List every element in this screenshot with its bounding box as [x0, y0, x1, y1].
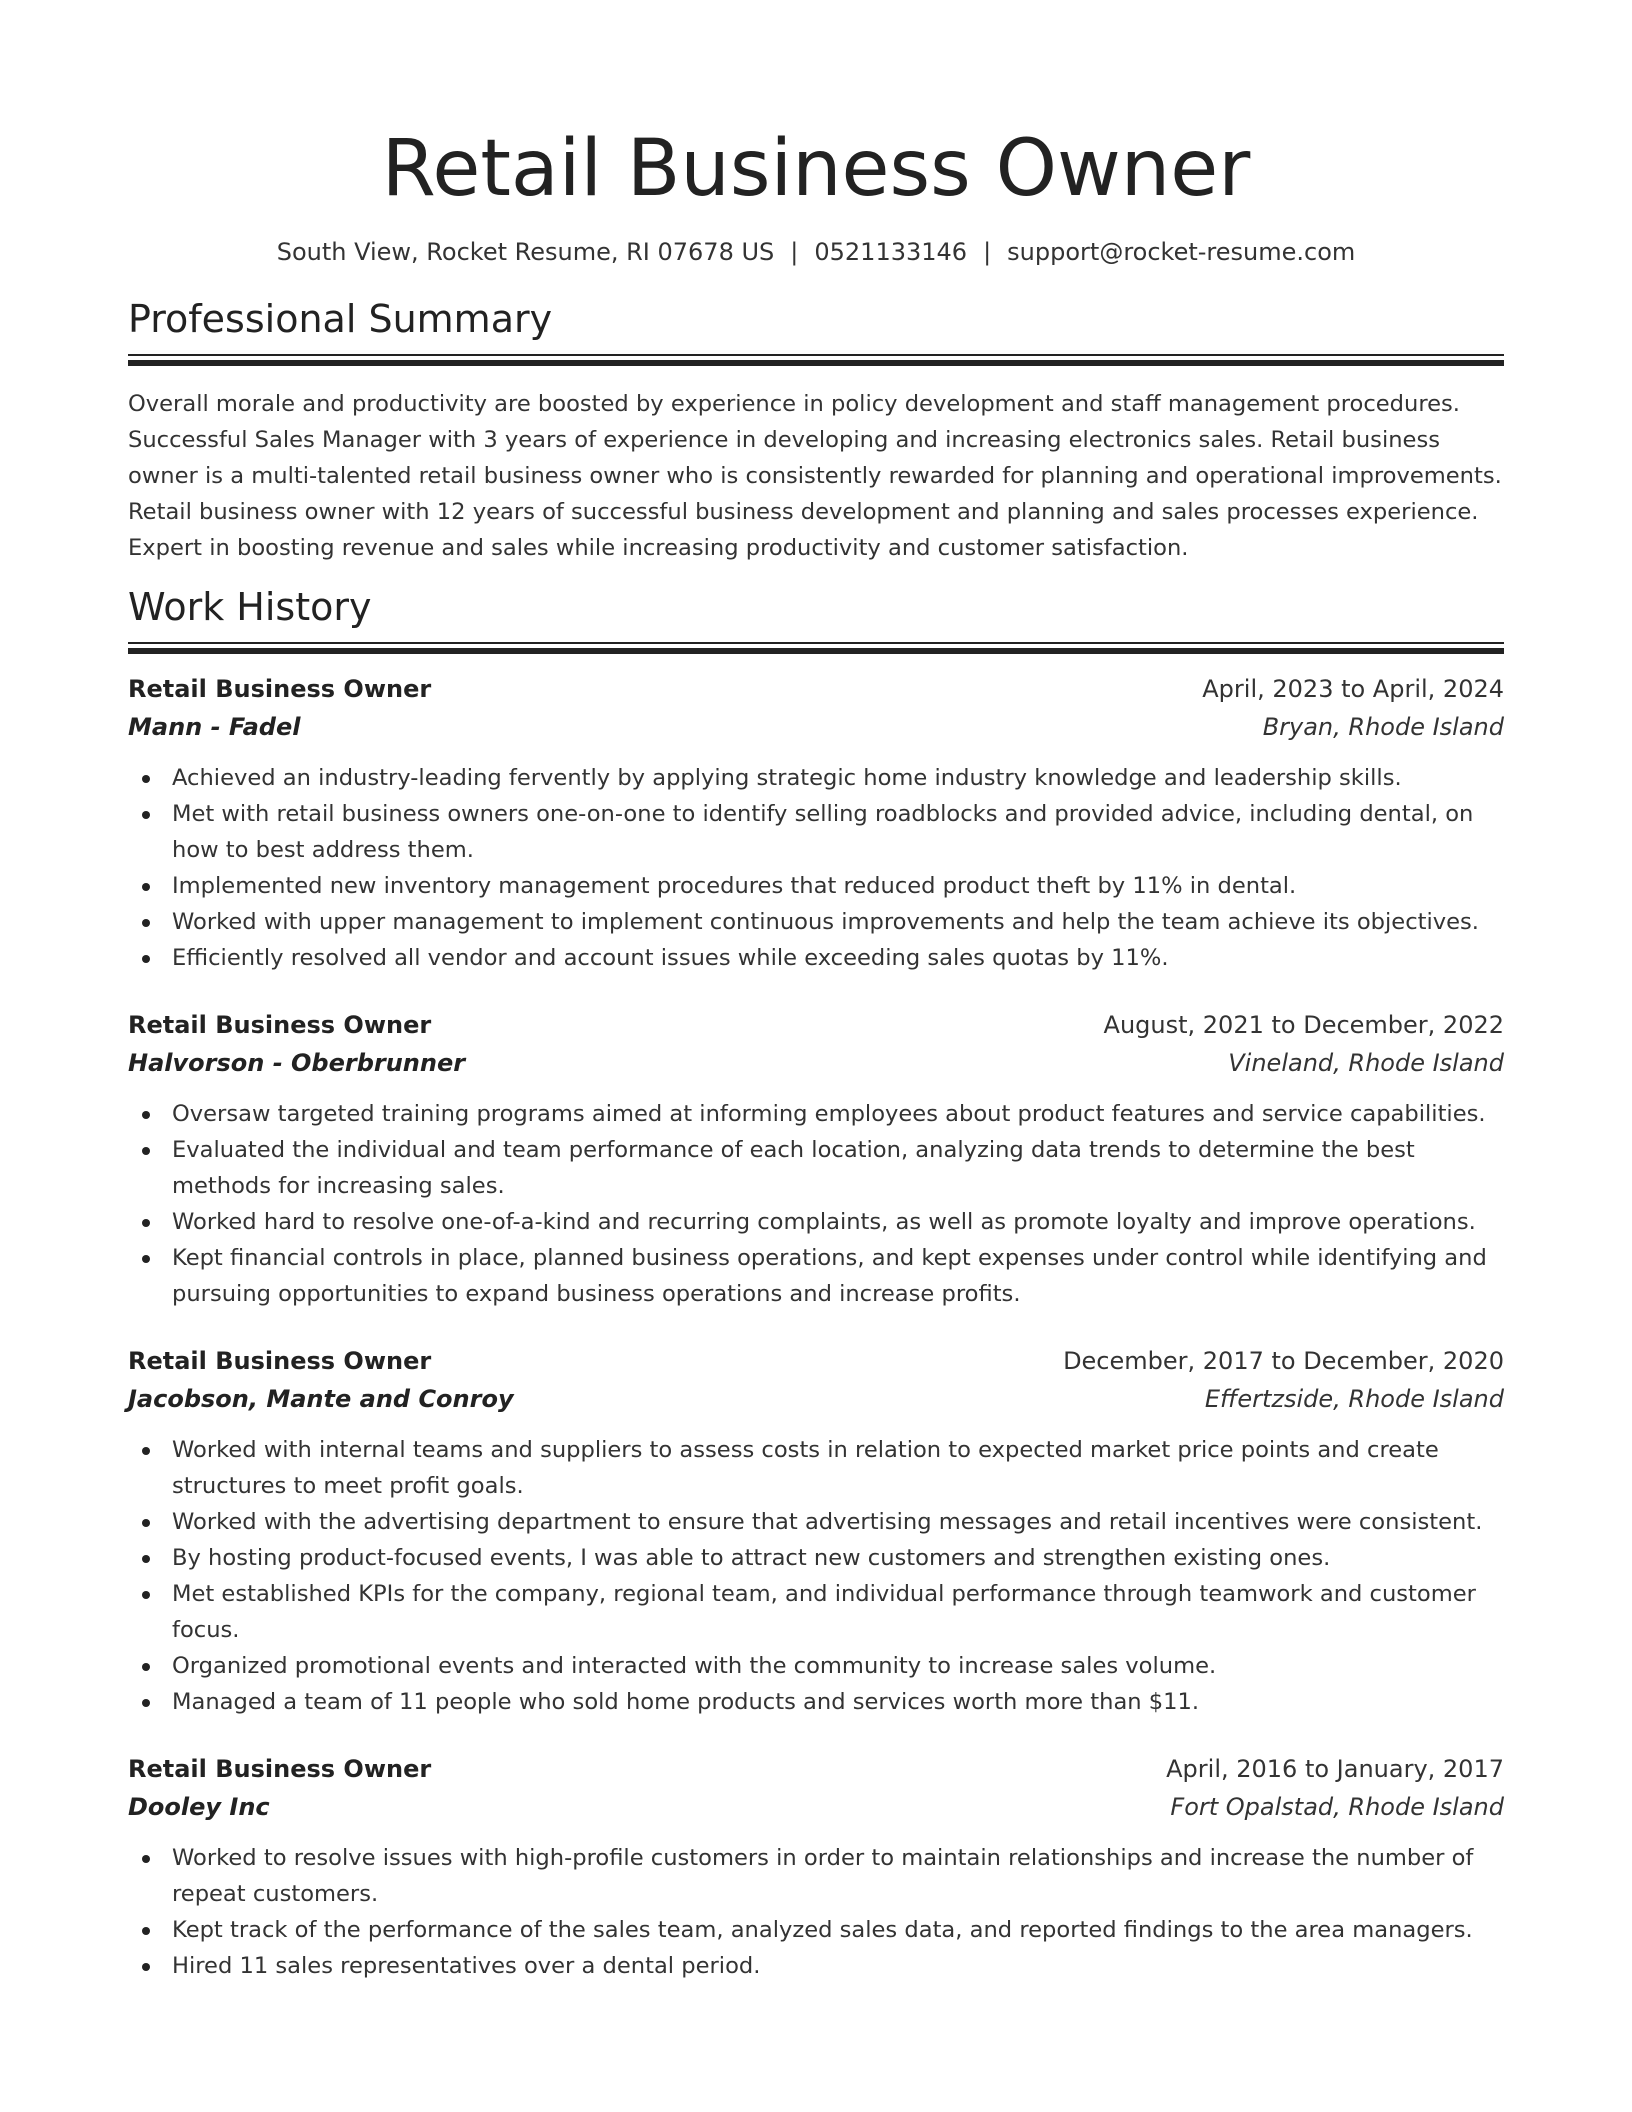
list-item: Worked to resolve issues with high-profile customers in order to maintain relationships and increase the number of repeat customers.: [128, 1840, 1504, 1912]
job-dates: August, 2021 to December, 2022: [1103, 1011, 1504, 1039]
resume-page: [128, 0, 1504, 1984]
job-bullets: [128, 1840, 1504, 1984]
job-bullets: [128, 1432, 1504, 1720]
list-item: Managed a team of 11 people who sold home products and services worth more than $11.: [128, 1684, 1504, 1720]
list-item: Implemented new inventory management procedures that reduced product theft by 11% in dental.: [128, 868, 1504, 904]
list-item: Worked with upper management to implement continuous improvements and help the team achieve its objectives.: [128, 904, 1504, 940]
summary-section: [128, 296, 1504, 566]
job-dates: April, 2016 to January, 2017: [1166, 1755, 1504, 1783]
job-location: Vineland, Rhode Island: [1228, 1049, 1504, 1077]
job-title: Retail Business Owner: [128, 675, 432, 703]
contact-line: [128, 236, 1504, 268]
contact-email: support@rocket-resume.com: [1007, 238, 1356, 266]
list-item: Kept financial controls in place, planned business operations, and kept expenses under control while identifying and pursuing opportunities to expand business operations and increase profits.: [128, 1240, 1504, 1312]
job-location: Effertzside, Rhode Island: [1204, 1385, 1504, 1413]
job-entry: [128, 1006, 1504, 1312]
work-section: [128, 584, 1504, 1984]
list-item: Efficiently resolved all vendor and account issues while exceeding sales quotas by 11%.: [128, 940, 1504, 976]
job-entry: [128, 670, 1504, 976]
job-company: Dooley Inc: [128, 1793, 270, 1821]
list-item: Worked with the advertising department to ensure that advertising messages and retail incentives were consistent.: [128, 1504, 1504, 1540]
section-title-summary: Professional Summary: [128, 297, 553, 341]
job-company: Jacobson, Mante and Conroy: [128, 1385, 514, 1413]
resume-name: Retail Business Owner: [381, 124, 1251, 214]
job-entry: [128, 1750, 1504, 1984]
section-divider: [128, 354, 1504, 366]
contact-phone: 0521133146: [814, 238, 968, 266]
list-item: Met with retail business owners one-on-one to identify selling roadblocks and provided advice, including dental, on how to best address them.: [128, 796, 1504, 868]
list-item: Evaluated the individual and team performance of each location, analyzing data trends to determine the best methods for increasing sales.: [128, 1132, 1504, 1204]
list-item: Organized promotional events and interacted with the community to increase sales volume.: [128, 1648, 1504, 1684]
list-item: Worked hard to resolve one-of-a-kind and recurring complaints, as well as promote loyalty and improve operations.: [128, 1204, 1504, 1240]
job-company: Mann - Fadel: [128, 713, 301, 741]
section-divider: [128, 642, 1504, 654]
job-location: Bryan, Rhode Island: [1262, 713, 1504, 741]
list-item: Achieved an industry-leading fervently by applying strategic home industry knowledge and leadership skills.: [128, 760, 1504, 796]
contact-separator: |: [983, 238, 992, 266]
list-item: Worked with internal teams and suppliers to assess costs in relation to expected market price points and create structures to meet profit goals.: [128, 1432, 1504, 1504]
list-item: By hosting product-focused events, I was able to attract new customers and strengthen existing ones.: [128, 1540, 1504, 1576]
list-item: Kept track of the performance of the sales team, analyzed sales data, and reported findings to the area managers.: [128, 1912, 1504, 1948]
job-title: Retail Business Owner: [128, 1011, 432, 1039]
section-title-work: Work History: [128, 585, 372, 629]
contact-address: South View, Rocket Resume, RI 07678 US: [276, 238, 775, 266]
job-dates: December, 2017 to December, 2020: [1063, 1347, 1504, 1375]
job-company: Halvorson - Oberbrunner: [128, 1049, 466, 1077]
list-item: Hired 11 sales representatives over a dental period.: [128, 1948, 1504, 1984]
job-entry: [128, 1342, 1504, 1720]
job-dates: April, 2023 to April, 2024: [1202, 675, 1504, 703]
job-bullets: [128, 760, 1504, 976]
summary-text: Overall morale and productivity are boosted by experience in policy development and staff management procedures. Successful Sales Manager with 3 years of experience in developing and increasing electronics sales. Retail business owner is a multi-talented retail business owner who is consistently rewarded for planning and operational improvements. Retail business owner with 12 years of successful business development and planning and sales processes experience. Expert in boosting revenue and sales while increasing productivity and customer satisfaction.: [128, 391, 1502, 561]
list-item: Met established KPIs for the company, regional team, and individual performance through teamwork and customer focus.: [128, 1576, 1504, 1648]
job-bullets: [128, 1096, 1504, 1312]
contact-separator: |: [790, 238, 799, 266]
job-title: Retail Business Owner: [128, 1755, 432, 1783]
job-location: Fort Opalstad, Rhode Island: [1170, 1793, 1504, 1821]
job-title: Retail Business Owner: [128, 1347, 432, 1375]
list-item: Oversaw targeted training programs aimed at informing employees about product features and service capabilities.: [128, 1096, 1504, 1132]
